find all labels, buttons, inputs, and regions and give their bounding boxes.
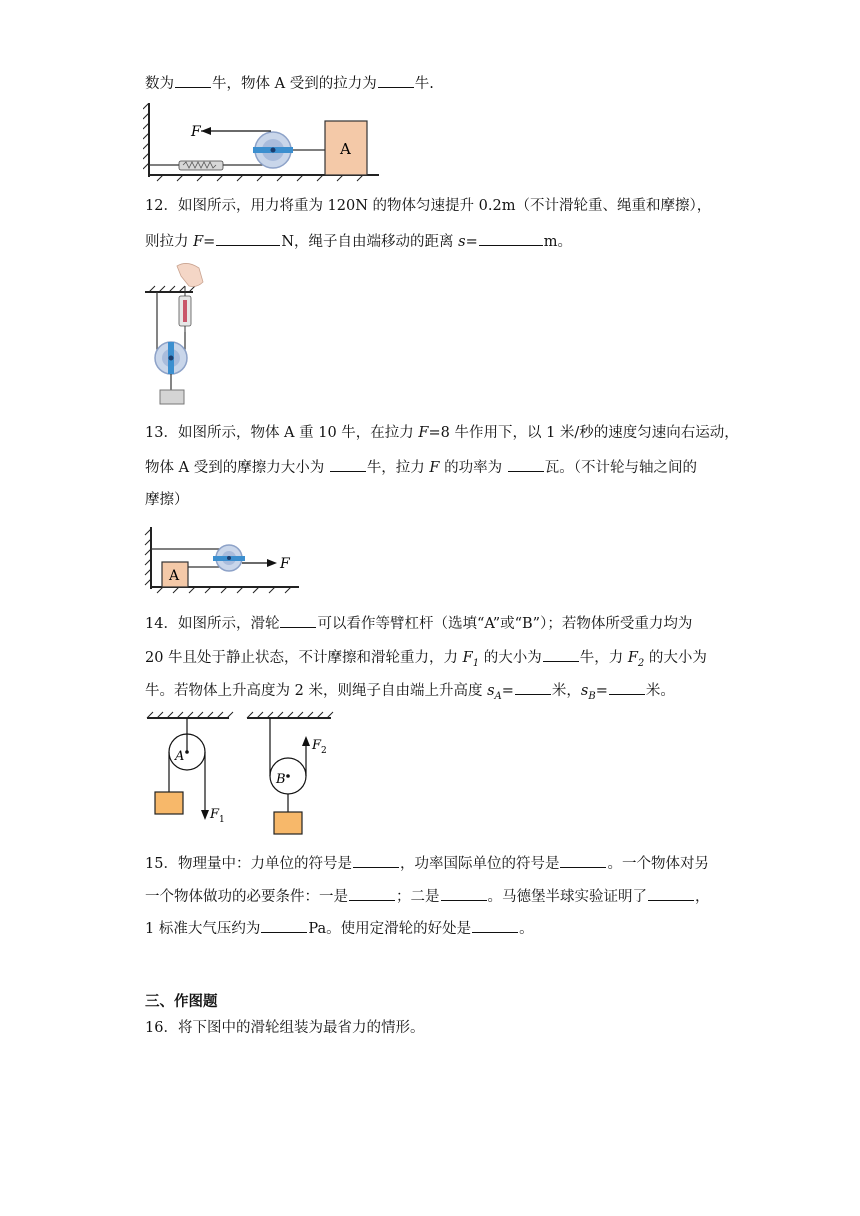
q15-text-1a: 15．物理量中：力单位的符号是 (145, 856, 352, 872)
q16-text-1: 16．将下图中的滑轮组装为最省力的情形。 (145, 1020, 425, 1036)
q13-var-f: F (418, 425, 429, 441)
q11-figure (143, 103, 383, 183)
arrow-icon (201, 810, 209, 820)
q14-sub-a: A (494, 690, 502, 702)
q14-text-2d: 的大小为 (644, 650, 707, 666)
q14-line-1 (145, 613, 692, 634)
q15-blank-5[interactable] (648, 886, 694, 901)
q15-text-2a: 一个物体做功的必要条件：一是 (145, 889, 348, 905)
q14-text-2b: 的大小为 (479, 650, 542, 666)
q14-blank-3[interactable] (515, 680, 551, 695)
q12-line-2 (145, 231, 572, 252)
q14-figure-b (243, 708, 339, 838)
q12-text-2a: 则拉力 (145, 234, 194, 250)
q13-var-f2: F (429, 460, 440, 476)
q11-blank-2[interactable] (378, 73, 414, 88)
q15-text-1b: ，功率国际单位的符号是 (399, 856, 560, 872)
force-f2-subscript: 2 (321, 746, 327, 756)
q15-text-3a: 1 标准大气压约为 (145, 921, 261, 937)
q13-figure (143, 525, 303, 597)
q15-blank-3[interactable] (349, 886, 395, 901)
q12-text-1: 12．如图所示，用力将重为 120N 的物体匀速提升 0.2m（不计滑轮重、绳重和摩擦）， (145, 198, 712, 214)
q14-sub-2: 2 (637, 657, 645, 669)
q13-text-2b: 牛，拉力 (366, 460, 430, 476)
force-f1-subscript: 1 (219, 815, 225, 825)
q13-text-3: 摩擦） (145, 492, 189, 508)
q15-blank-1[interactable] (353, 853, 399, 868)
q11-text-line (145, 73, 434, 94)
force-f-label: F (191, 124, 201, 140)
q11-text-c: 牛. (414, 76, 434, 92)
q13-text-2d: 瓦。（不计轮与轴之间的 (544, 460, 697, 476)
q15-text-3c: 。 (519, 921, 534, 937)
q14-text-1a: 14．如图所示，滑轮 (145, 616, 280, 632)
q14-text-3a: 牛。若物体上升高度为 2 米，则绳子自由端上升高度 (145, 683, 488, 699)
q14-var-f2: F (627, 650, 638, 666)
pulley-b-label: B (276, 772, 286, 787)
force-f-label: F (280, 556, 290, 572)
q15-line-2 (145, 886, 710, 907)
force-f2-label: F (312, 738, 322, 753)
q12-text-2b: = (203, 234, 216, 250)
q15-line-3 (145, 918, 534, 939)
q14-blank-2[interactable] (543, 647, 579, 662)
q13-line-1 (145, 423, 739, 443)
q14-var-sb: s (580, 683, 589, 699)
pulley-a-label: A (175, 749, 185, 764)
q13-text-1b: =8 牛作用下，以 1 米/秒的速度匀速向右运动， (428, 425, 739, 441)
q11-blank-1[interactable] (175, 73, 211, 88)
q15-line-1 (145, 853, 709, 874)
q14-text-1b: 可以看作等臂杠杆（选填“A”或“B”）；若物体所受重力均为 (317, 616, 693, 632)
q15-blank-2[interactable] (560, 853, 606, 868)
q14-text-3b: = (501, 683, 514, 699)
q12-text-2e: m。 (543, 234, 572, 250)
q13-line-3 (145, 490, 189, 510)
q11-text-a: 数为 (145, 76, 174, 92)
q12-var-f: F (193, 234, 204, 250)
q14-text-2a: 20 牛且处于静止状态，不计摩擦和滑轮重力，力 (145, 650, 463, 666)
q14-text-3c: 米， (551, 683, 581, 699)
q12-text-2d: = (465, 234, 478, 250)
q14-line-3 (145, 680, 675, 707)
q12-figure (143, 262, 223, 408)
hand-icon (177, 263, 203, 286)
q12-line-1 (145, 196, 711, 216)
q16-line-1 (145, 1018, 424, 1038)
arrow-icon (201, 127, 211, 135)
arrow-icon (302, 736, 310, 746)
q14-var-f1: F (462, 650, 473, 666)
section-title: 三、作图题 (145, 994, 218, 1010)
q12-blank-1[interactable] (216, 231, 280, 246)
q13-text-2c: 的功率为 (439, 460, 507, 476)
q15-blank-6[interactable] (261, 918, 307, 933)
q11-text-b: 牛，物体 A 受到的拉力为 (212, 76, 377, 92)
q13-text-1a: 13．如图所示，物体 A 重 10 牛，在拉力 (145, 425, 419, 441)
q15-text-2b: ；二是 (396, 889, 440, 905)
q14-sub-1: 1 (472, 657, 480, 669)
q15-text-3b: Pa。使用定滑轮的好处是 (308, 921, 472, 937)
arrow-icon (267, 559, 277, 567)
q14-sub-b: B (588, 690, 596, 702)
q15-blank-4[interactable] (441, 886, 487, 901)
q13-line-2 (145, 457, 697, 478)
block-a-label: A (169, 568, 180, 584)
force-f1-label: F (210, 807, 220, 822)
q15-blank-7[interactable] (472, 918, 518, 933)
q12-var-s: s (458, 234, 466, 250)
q15-text-1c: 。一个物体对另 (607, 856, 709, 872)
q14-text-2c: 牛，力 (579, 650, 628, 666)
q15-text-2d: ， (695, 889, 710, 905)
block-a-label: A (340, 140, 351, 158)
q14-line-2 (145, 647, 707, 674)
q14-text-3e: 米。 (645, 683, 675, 699)
weight-block (160, 390, 184, 404)
q14-blank-1[interactable] (280, 613, 316, 628)
q15-text-2c: 。马德堡半球实验证明了 (487, 889, 647, 905)
q14-blank-4[interactable] (609, 680, 645, 695)
weight-block (155, 792, 183, 814)
q14-var-sa: s (487, 683, 495, 699)
q14-text-3d: = (595, 683, 608, 699)
q12-blank-2[interactable] (479, 231, 543, 246)
q13-blank-1[interactable] (330, 457, 366, 472)
weight-block (274, 812, 302, 834)
q13-blank-2[interactable] (508, 457, 544, 472)
q12-text-2c: N，绳子自由端移动的距离 (281, 234, 459, 250)
q14-figure-a (143, 708, 235, 828)
q13-text-2a: 物体 A 受到的摩擦力大小为 (145, 460, 329, 476)
